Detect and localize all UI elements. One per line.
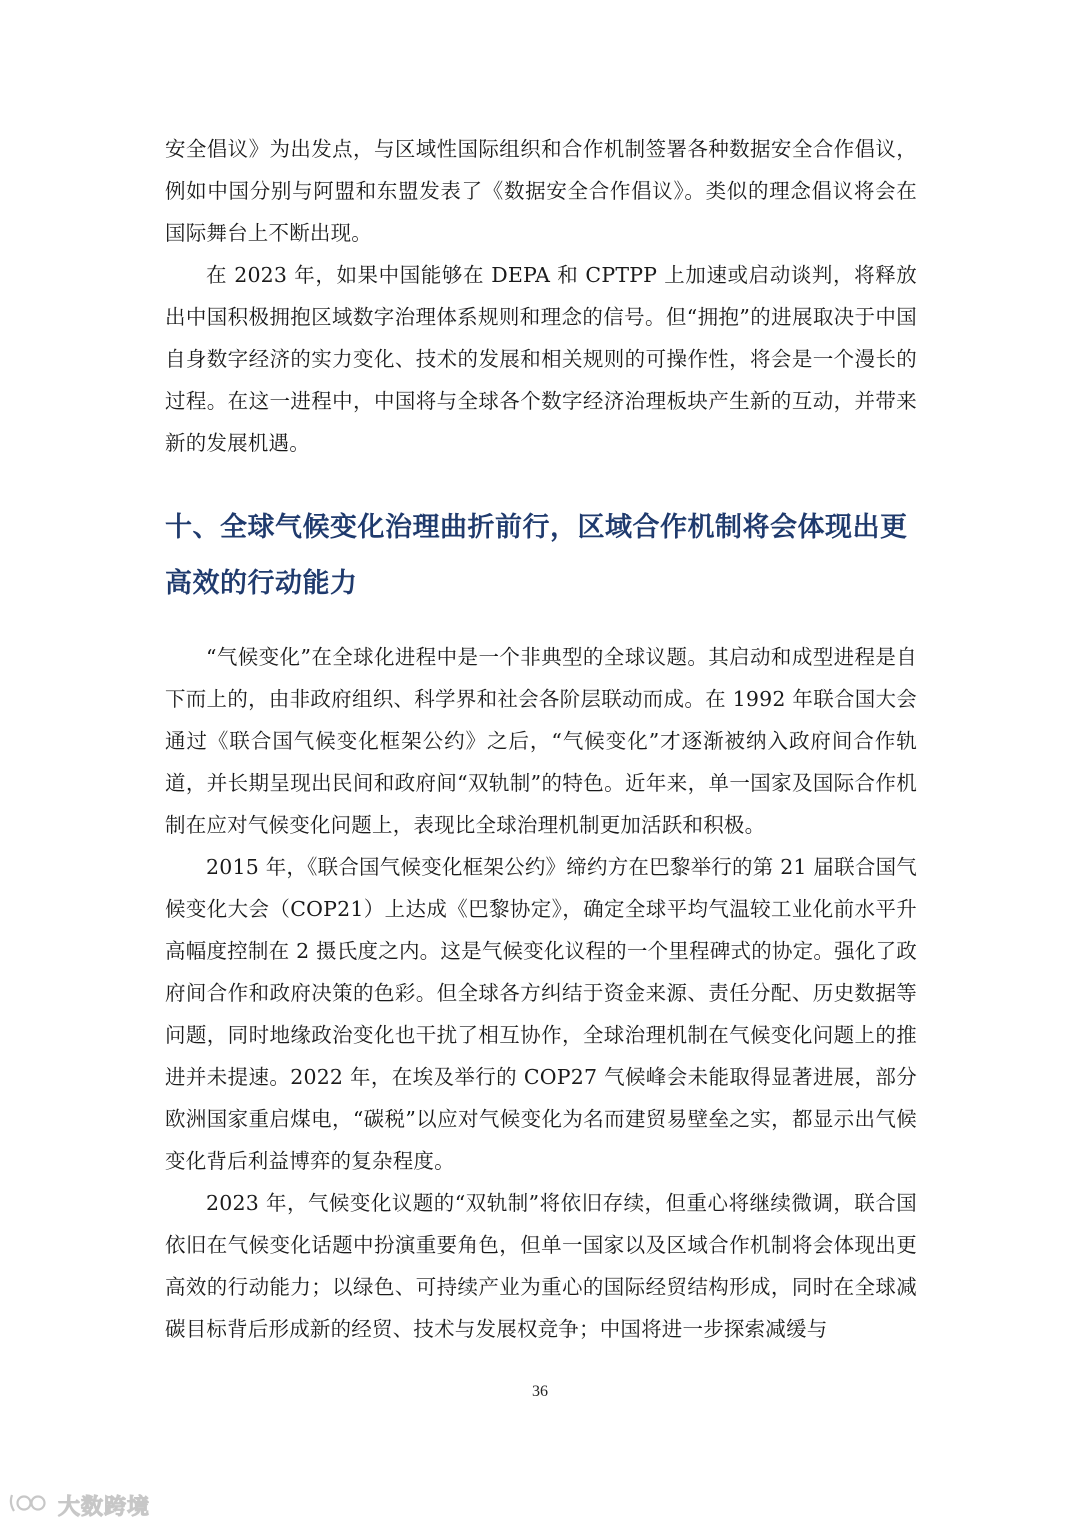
paragraph-2023-outlook: 2023 年，气候变化议题的“双轨制”将依旧存续，但重心将继续微调，联合国依旧在气候变化话题中扮演重要角色，但单一国家以及区域合作机制将会体现出更高效的行动能力；以绿色、可持续产业为重心的国际经贸结构形成，同时在全球减碳目标背后形成新的经贸、技术与发展权竞争；中国将进一步探索减缓与 — [165, 1191, 917, 1341]
paragraph-paris-agreement: 2015 年，《联合国气候变化框架公约》缔约方在巴黎举行的第 21 届联合国气候变化大会（COP21）上达成《巴黎协定》，确定全球平均气温较工业化前水平升高幅度控制在 2 摄氏度之内。这是气候变化议程的一个里程碑式的协定。强化了政府间合作和政府决策的色彩。但全球各方纠结于资金来源、责任分配、历史数据等问题，同时地缘政治变化也干扰了相互协作，全球治理机制在气候变化问题上的推进并未提速。2022 年，在埃及举行的 COP27 气候峰会未能取得显著进展，部分欧洲国家重启煤电，“碳税”以应对气候变化为名而建贸易壁垒之实，都显示出气候变化背后利益博弈的复杂程度。 — [165, 855, 917, 1173]
paragraph-continuation: 安全倡议》为出发点，与区域性国际组织和合作机制签署各种数据安全合作倡议，例如中国分别与阿盟和东盟发表了《数据安全合作倡议》。类似的理念倡议将会在国际舞台上不断出现。 — [165, 137, 917, 245]
paragraph-2023-digital: 在 2023 年，如果中国能够在 DEPA 和 CPTPP 上加速或启动谈判，将释放出中国积极拥抱区域数字治理体系规则和理念的信号。但“拥抱”的进展取决于中国自身数字经济的实力变化、技术的发展和相关规则的可操作性，将会是一个漫长的过程。在这一进程中，中国将与全球各个数字经济治理板块产生新的互动，并带来新的发展机遇。 — [165, 263, 917, 455]
watermark — [8, 1490, 150, 1520]
page-number: 36 — [532, 1383, 548, 1400]
watermark-text: 大数跨境 — [58, 1494, 151, 1520]
page-content — [165, 128, 917, 1350]
section-heading-climate: 十、全球气候变化治理曲折前行，区域合作机制将会体现出更高效的行动能力 — [165, 512, 908, 599]
paragraph-climate-intro: “气候变化”在全球化进程中是一个非典型的全球议题。其启动和成型进程是自下而上的，由非政府组织、科学界和社会各阶层联动而成。在 1992 年联合国大会通过《联合国气候变化框架公约》之后，“气候变化”才逐渐被纳入政府间合作轨道，并长期呈现出民间和政府间“双轨制”的特色。近年来，单一国家及国际合作机制在应对气候变化问题上，表现比全球治理机制更加活跃和积极。 — [165, 645, 917, 837]
logo-mark-icon — [8, 1491, 52, 1519]
